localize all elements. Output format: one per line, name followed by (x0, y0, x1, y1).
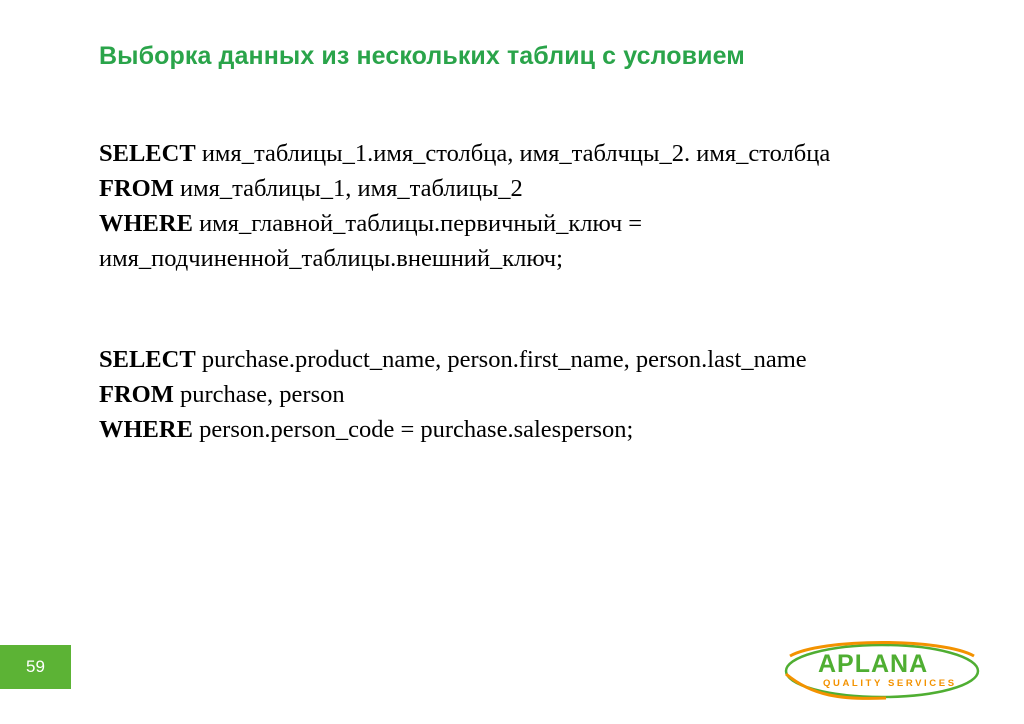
sql-text: person.person_code = purchase.salesperson; (192, 416, 634, 443)
logo-tagline: QUALITY SERVICES (823, 678, 957, 689)
code-block-generic-syntax (99, 136, 979, 276)
sql-keyword: FROM (99, 381, 174, 408)
sql-text: имя_таблицы_1, имя_таблицы_2 (173, 175, 523, 202)
logo-name: APLANA (818, 650, 929, 678)
sql-keyword: FROM (99, 175, 174, 202)
sql-keyword: WHERE (99, 210, 193, 237)
sql-text: имя_подчиненной_таблицы.внешний_ключ; (99, 245, 563, 272)
sql-text: имя_главной_таблицы.первичный_ключ = (192, 210, 643, 237)
sql-keyword: WHERE (99, 416, 193, 443)
sql-keyword: SELECT (99, 346, 196, 373)
sql-text: имя_таблицы_1.имя_столбца, имя_таблчцы_2. имя_столбца (195, 140, 831, 167)
code-line (99, 377, 979, 412)
code-line (99, 171, 979, 206)
code-line (99, 342, 979, 377)
sql-text: purchase, person (173, 381, 345, 408)
sql-text: purchase.product_name, person.first_name, person.last_name (195, 346, 807, 373)
code-line (99, 412, 979, 447)
sql-keyword: SELECT (99, 140, 196, 167)
code-block-example-query (99, 342, 979, 447)
code-line (99, 241, 979, 276)
aplana-logo (782, 640, 982, 702)
page-number: 59 (0, 645, 71, 689)
page-title: Выборка данных из нескольких таблиц с условием (99, 42, 745, 70)
code-line (99, 206, 979, 241)
code-line (99, 136, 979, 171)
